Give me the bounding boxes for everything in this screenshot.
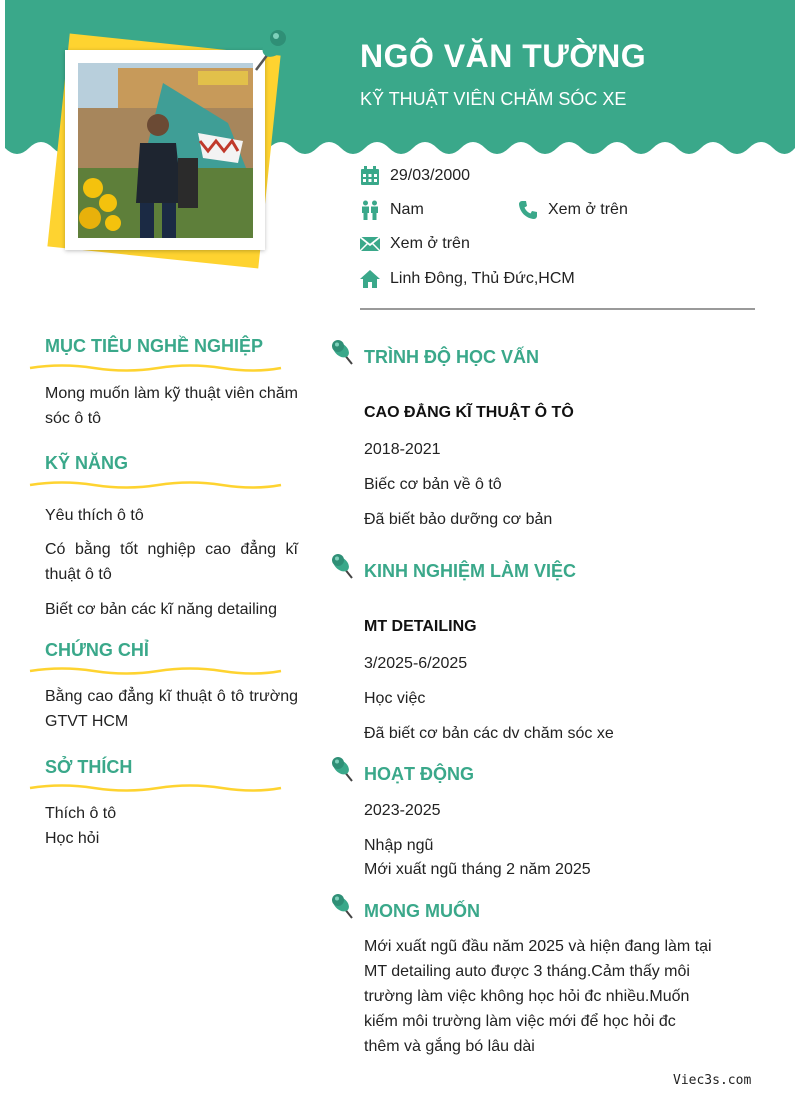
pushpin-icon — [330, 755, 356, 783]
objective-text: Mong muốn làm kỹ thuật viên chăm sóc ô tô — [45, 385, 298, 427]
phone-icon — [518, 200, 538, 220]
wishes-line: MT detailing auto được 3 tháng.Cảm thấy môi — [364, 963, 690, 980]
calendar-icon — [360, 166, 380, 186]
activities-title: HOẠT ĐỘNG — [364, 764, 474, 784]
photo-frame — [65, 50, 265, 250]
certificates-text: Bằng cao đẳng kĩ thuật ô tô trường GTVT HCM — [45, 688, 298, 730]
wishes-line: kiếm môi trường làm việc mới để học hỏi đc — [364, 1013, 676, 1030]
home-icon — [360, 269, 380, 289]
job-title: KỸ THUẬT VIÊN CHĂM SÓC XE — [360, 89, 627, 109]
activities-line: Mới xuất ngũ tháng 2 năm 2025 — [364, 861, 591, 878]
skill-item: Yêu thích ô tô — [45, 507, 144, 524]
certificates-underline — [28, 665, 283, 677]
email-value: Xem ở trên — [390, 235, 470, 252]
address-value: Linh Đông, Thủ Đức,HCM — [390, 270, 575, 287]
gender-row — [360, 200, 424, 220]
candidate-name: NGÔ VĂN TƯỜNG — [360, 38, 647, 74]
email-row — [360, 234, 470, 254]
experience-title: KINH NGHIỆM LÀM VIỆC — [364, 561, 577, 581]
education-line: Biếc cơ bản về ô tô — [364, 476, 502, 493]
activities-period: 2023-2025 — [364, 802, 441, 819]
birthday-row — [360, 166, 470, 186]
address-row — [360, 269, 575, 289]
pushpin-icon — [330, 552, 356, 580]
envelope-icon — [360, 234, 380, 254]
hobby-item: Học hỏi — [45, 830, 100, 847]
pushpin-icon — [330, 892, 356, 920]
education-period: 2018-2021 — [364, 441, 441, 458]
birthday-value: 29/03/2000 — [390, 167, 471, 184]
phone-row — [518, 200, 628, 220]
wishes-text — [364, 934, 744, 1059]
phone-value: Xem ở trên — [548, 201, 628, 218]
certificates-title: CHỨNG CHỈ — [45, 640, 149, 660]
skills-underline — [28, 479, 283, 491]
experience-line: Đã biết cơ bản các dv chăm sóc xe — [364, 725, 614, 742]
hobbies-underline — [28, 782, 283, 794]
gender-icon — [360, 200, 380, 220]
experience-period: 3/2025-6/2025 — [364, 655, 468, 672]
objective-underline — [28, 362, 283, 374]
activities-line: Nhập ngũ — [364, 837, 434, 854]
wishes-title: MONG MUỐN — [364, 901, 480, 921]
skills-title: KỸ NĂNG — [45, 453, 129, 473]
watermark[interactable]: Viec3s.com — [673, 1073, 752, 1088]
pushpin-icon — [330, 338, 356, 366]
wishes-line: trường làm việc không học hỏi đc nhiều.Muốn — [364, 988, 690, 1005]
skill-item: Có bằng tốt nghiệp cao đẳng kĩ thuật ô tô — [45, 541, 298, 583]
pushpin-icon — [250, 26, 290, 74]
education-school: CAO ĐẲNG KĨ THUẬT Ô TÔ — [364, 404, 574, 421]
experience-line: Học việc — [364, 690, 426, 707]
wishes-line: thêm và gắng bó lâu dài — [364, 1038, 535, 1055]
education-title: TRÌNH ĐỘ HỌC VẤN — [364, 347, 539, 367]
profile-photo — [78, 63, 253, 238]
skill-item: Biết cơ bản các kĩ năng detailing — [45, 601, 277, 618]
contact-divider — [360, 308, 755, 310]
wishes-line: Mới xuất ngũ đầu năm 2025 và hiện đang làm tại — [364, 938, 712, 955]
experience-company: MT DETAILING — [364, 618, 477, 635]
objective-title: MỤC TIÊU NGHỀ NGHIỆP — [45, 336, 264, 356]
education-line: Đã biết bảo dưỡng cơ bản — [364, 511, 553, 528]
hobby-item: Thích ô tô — [45, 805, 117, 822]
hobbies-title: SỞ THÍCH — [45, 757, 133, 777]
gender-value: Nam — [390, 201, 424, 218]
